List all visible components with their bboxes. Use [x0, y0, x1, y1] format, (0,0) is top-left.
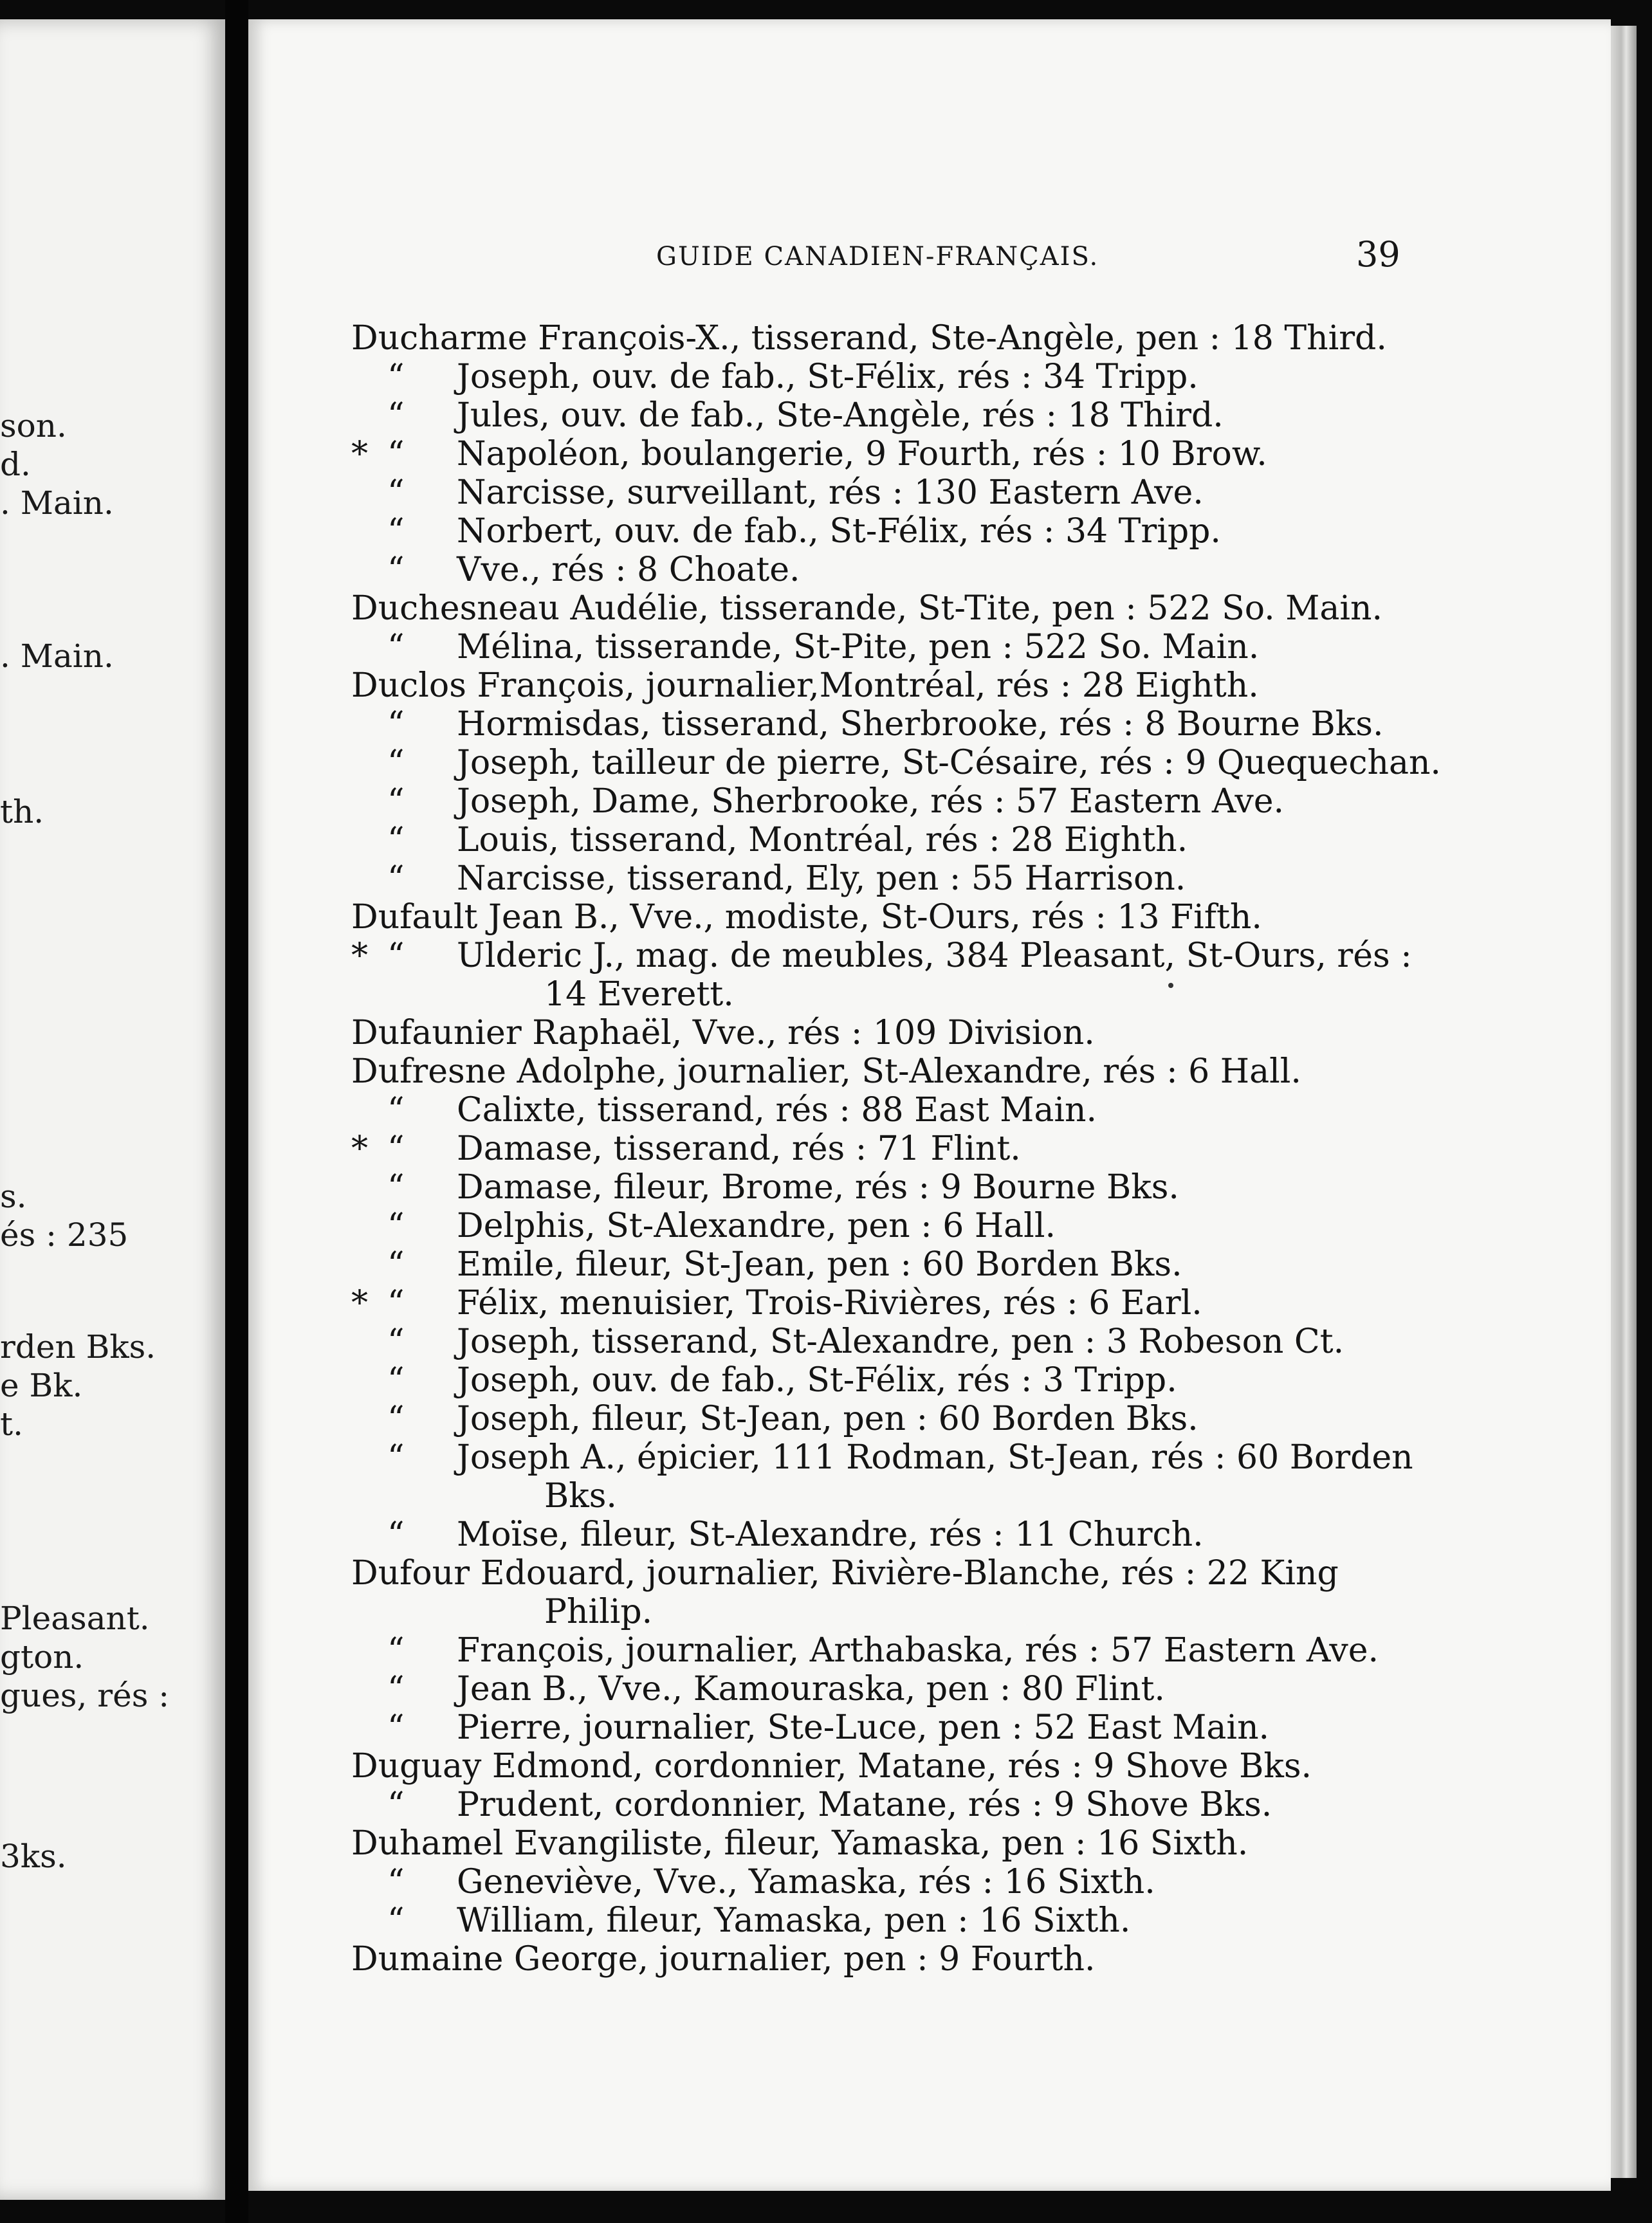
entry-continuation: Bks.: [544, 1477, 617, 1515]
ditto-mark: “: [387, 1708, 405, 1747]
directory-entry: Joseph, ouv. de fab., St-Félix, rés : 3 Tripp.: [457, 1361, 1177, 1400]
directory-entry: Vve., rés : 8 Choate.: [457, 551, 800, 589]
directory-entry: William, fileur, Yamaska, pen : 16 Sixth.: [457, 1901, 1131, 1940]
directory-entry: Joseph, ouv. de fab., St-Félix, rés : 34 Tripp.: [457, 358, 1198, 396]
directory-entry: Damase, fileur, Brome, rés : 9 Bourne Bks.: [457, 1168, 1179, 1207]
ditto-mark: “: [387, 937, 405, 975]
directory-entry: Louis, tisserand, Montréal, rés : 28 Eighth.: [457, 821, 1188, 859]
ditto-mark: “: [387, 1863, 405, 1901]
directory-entry: Ducharme François-X., tisserand, Ste-Angèle, pen : 18 Third.: [351, 319, 1387, 358]
running-header: GUIDE CANADIEN-FRANÇAIS.: [656, 242, 1099, 271]
left-fragment: rden Bks.: [0, 1328, 156, 1366]
directory-entry: Pierre, journalier, Ste-Luce, pen : 52 East Main.: [457, 1708, 1270, 1747]
ditto-mark: “: [387, 396, 405, 435]
ditto-mark: “: [387, 473, 405, 512]
directory-entry: François, journalier, Arthabaska, rés : 57 Eastern Ave.: [457, 1631, 1379, 1670]
directory-entry: Damase, tisserand, rés : 71 Flint.: [457, 1130, 1021, 1168]
ditto-mark: “: [387, 705, 405, 744]
left-fragment: e Bk.: [0, 1367, 83, 1404]
ditto-mark: “: [387, 859, 405, 898]
ditto-mark: “: [387, 1245, 405, 1284]
directory-entry: Moïse, fileur, St-Alexandre, rés : 11 Church.: [457, 1515, 1204, 1554]
ditto-mark: “: [387, 744, 405, 782]
left-fragment: gton.: [0, 1638, 84, 1676]
directory-entry: Calixte, tisserand, rés : 88 East Main.: [457, 1091, 1097, 1130]
ditto-mark: “: [387, 1361, 405, 1400]
directory-entry: Duclos François, journalier,Montréal, rés : 28 Eighth.: [351, 666, 1259, 705]
page-number: 39: [1356, 234, 1400, 275]
ditto-mark: “: [387, 628, 405, 666]
directory-entry: Dufault Jean B., Vve., modiste, St-Ours, rés : 13 Fifth.: [351, 898, 1262, 937]
ditto-mark: “: [387, 435, 405, 473]
page-edge: [1611, 26, 1637, 2178]
book-gutter: [225, 0, 248, 2223]
ditto-mark: “: [387, 1284, 405, 1322]
directory-entry: Dufour Edouard, journalier, Rivière-Blanche, rés : 22 King: [351, 1554, 1339, 1593]
directory-entry: Narcisse, tisserand, Ely, pen : 55 Harrison.: [457, 859, 1186, 898]
directory-entry: Jules, ouv. de fab., Ste-Angèle, rés : 18 Third.: [457, 396, 1224, 435]
directory-entry: Narcisse, surveillant, rés : 130 Eastern Ave.: [457, 473, 1204, 512]
ditto-mark: “: [387, 512, 405, 551]
star-mark: *: [351, 1130, 368, 1168]
directory-entry: Duguay Edmond, cordonnier, Matane, rés : 9 Shove Bks.: [351, 1747, 1312, 1786]
left-fragment: . Main.: [0, 637, 114, 675]
ditto-mark: “: [387, 1091, 405, 1130]
star-mark: *: [351, 1284, 368, 1322]
left-fragment: s.: [0, 1178, 27, 1215]
ditto-mark: “: [387, 1670, 405, 1708]
left-fragment: gues, rés :: [0, 1677, 170, 1714]
directory-entry: Mélina, tisserande, St-Pite, pen : 522 So. Main.: [457, 628, 1260, 666]
directory-entry: Joseph, tailleur de pierre, St-Césaire, rés : 9 Quequechan.: [457, 744, 1441, 782]
directory-entry: Duchesneau Audélie, tisserande, St-Tite, pen : 522 So. Main.: [351, 589, 1383, 628]
directory-entry: Duhamel Evangiliste, fileur, Yamaska, pen : 16 Sixth.: [351, 1824, 1249, 1863]
ditto-mark: “: [387, 782, 405, 821]
directory-entry: Delphis, St-Alexandre, pen : 6 Hall.: [457, 1207, 1056, 1245]
directory-entry: Ulderic J., mag. de meubles, 384 Pleasant, St-Ours, rés :: [457, 937, 1412, 975]
ditto-mark: “: [387, 1400, 405, 1438]
directory-entry: Joseph, fileur, St-Jean, pen : 60 Borden Bks.: [457, 1400, 1198, 1438]
directory-entry: Dufresne Adolphe, journalier, St-Alexandre, rés : 6 Hall.: [351, 1052, 1301, 1091]
directory-entry: Hormisdas, tisserand, Sherbrooke, rés : 8 Bourne Bks.: [457, 705, 1384, 744]
directory-entry: Geneviève, Vve., Yamaska, rés : 16 Sixth.: [457, 1863, 1155, 1901]
ditto-mark: “: [387, 821, 405, 859]
ditto-mark: “: [387, 1207, 405, 1245]
ditto-mark: “: [387, 1515, 405, 1554]
ditto-mark: “: [387, 1322, 405, 1361]
left-fragment: és : 235: [0, 1216, 129, 1254]
directory-entry: Prudent, cordonnier, Matane, rés : 9 Shove Bks.: [457, 1786, 1272, 1824]
directory-entry: Joseph A., épicier, 111 Rodman, St-Jean, rés : 60 Borden: [457, 1438, 1413, 1477]
ink-speck: [1168, 983, 1173, 988]
directory-entry: Napoléon, boulangerie, 9 Fourth, rés : 10 Brow.: [457, 435, 1267, 473]
entry-continuation: Philip.: [544, 1593, 653, 1631]
left-fragment: Pleasant.: [0, 1600, 150, 1637]
directory-entry: Jean B., Vve., Kamouraska, pen : 80 Flint.: [457, 1670, 1165, 1708]
directory-entry: Norbert, ouv. de fab., St-Félix, rés : 34 Tripp.: [457, 512, 1221, 551]
star-mark: *: [351, 937, 368, 975]
ditto-mark: “: [387, 1438, 405, 1477]
ditto-mark: “: [387, 1901, 405, 1940]
directory-entry: Dufaunier Raphaël, Vve., rés : 109 Division.: [351, 1014, 1095, 1052]
directory-entry: Emile, fileur, St-Jean, pen : 60 Borden Bks.: [457, 1245, 1182, 1284]
ditto-mark: “: [387, 1168, 405, 1207]
left-fragment: t.: [0, 1405, 23, 1443]
directory-entry: Joseph, tisserand, St-Alexandre, pen : 3 Robeson Ct.: [457, 1322, 1345, 1361]
directory-entry: Félix, menuisier, Trois-Rivières, rés : 6 Earl.: [457, 1284, 1202, 1322]
left-fragment: th.: [0, 793, 44, 830]
left-fragment: d.: [0, 446, 31, 483]
ditto-mark: “: [387, 358, 405, 396]
ditto-mark: “: [387, 551, 405, 589]
star-mark: *: [351, 435, 368, 473]
ditto-mark: “: [387, 1130, 405, 1168]
directory-entry: Joseph, Dame, Sherbrooke, rés : 57 Eastern Ave.: [457, 782, 1285, 821]
ditto-mark: “: [387, 1631, 405, 1670]
left-fragment: 3ks.: [0, 1838, 67, 1875]
directory-entry: Dumaine George, journalier, pen : 9 Fourth.: [351, 1940, 1096, 1979]
left-fragment: . Main.: [0, 484, 114, 522]
ditto-mark: “: [387, 1786, 405, 1824]
entry-continuation: 14 Everett.: [544, 975, 734, 1014]
left-fragment: son.: [0, 407, 67, 444]
